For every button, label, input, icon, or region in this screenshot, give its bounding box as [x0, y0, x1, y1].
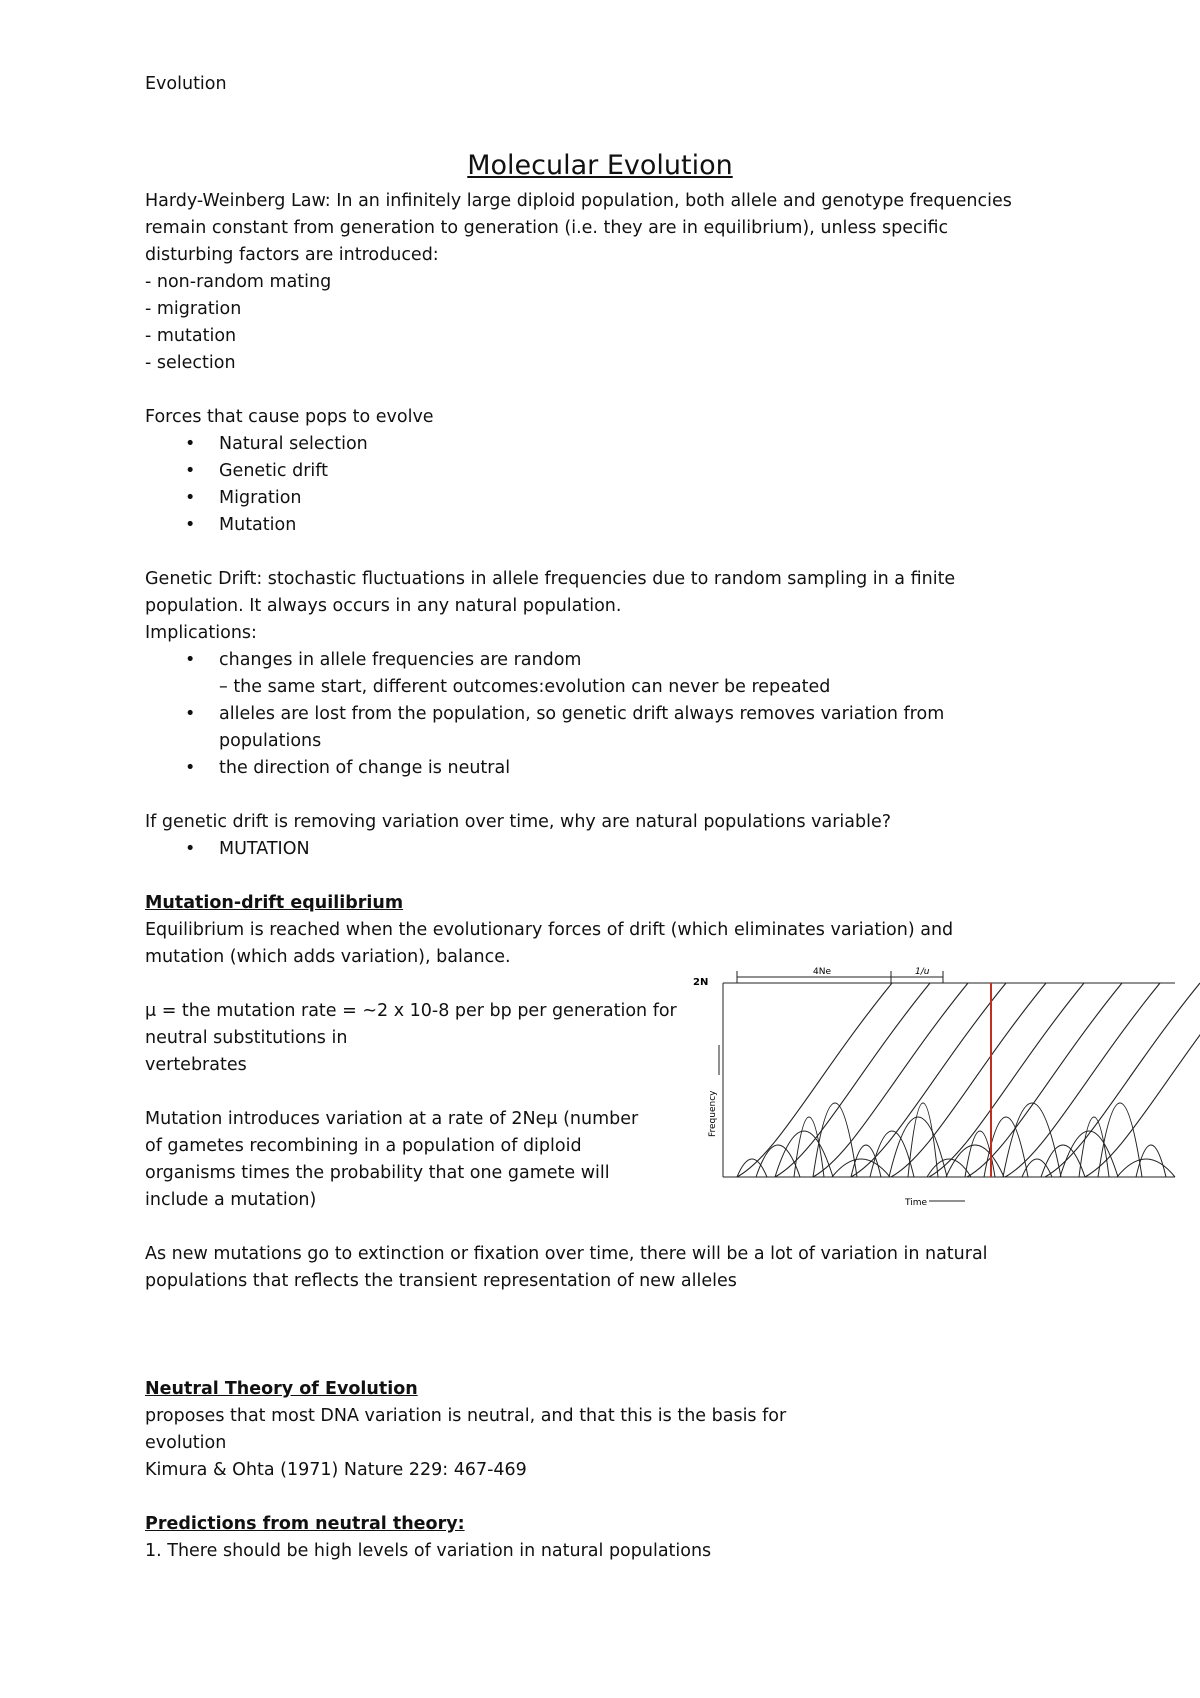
- hw-line: remain constant from generation to generation (i.e. they are in equilibrium), unless specific: [145, 218, 949, 238]
- extinction-curve: [908, 1103, 938, 1177]
- extinction-curve: [1079, 1117, 1109, 1177]
- fixation-curve: [813, 983, 968, 1177]
- y-top-label: 2N: [693, 977, 709, 988]
- y-axis-label: Frequency: [708, 1090, 718, 1137]
- mde-line: mutation (which adds variation), balance.: [145, 947, 511, 967]
- intro-line: organisms times the probability that one gamete will: [145, 1163, 610, 1183]
- drift-line: Genetic Drift: stochastic fluctuations in allele frequencies due to random sampling in a finite: [145, 569, 956, 589]
- fixation-curve: [929, 983, 1084, 1177]
- fixation-curve: [737, 983, 892, 1177]
- span-label-1: 4Ne: [813, 967, 831, 977]
- neutral-heading: Neutral Theory of Evolution: [145, 1379, 418, 1399]
- intro-line: include a mutation): [145, 1190, 317, 1210]
- mde-line: Equilibrium is reached when the evolutionary forces of drift (which eliminates variation) and: [145, 920, 954, 940]
- extinction-curve: [813, 1103, 857, 1177]
- predictions-heading: Predictions from neutral theory:: [145, 1514, 465, 1534]
- forces-heading: Forces that cause pops to evolve: [145, 407, 434, 427]
- mu-line: vertebrates: [145, 1055, 247, 1075]
- mu-line: neutral substitutions in: [145, 1028, 348, 1048]
- intro-line: of gametes recombining in a population of diploid: [145, 1136, 582, 1156]
- extinction-curve: [1041, 1145, 1085, 1177]
- extinction-line: populations that reflects the transient representation of new alleles: [145, 1271, 737, 1291]
- fixation-curve: [1045, 983, 1200, 1177]
- neutral-line: evolution: [145, 1433, 227, 1453]
- extinction-curve: [756, 1145, 800, 1177]
- fixation-curve: [891, 983, 1046, 1177]
- extinction-curve: [889, 1117, 947, 1177]
- hw-factor: - migration: [145, 299, 242, 319]
- page-title: Molecular Evolution: [467, 150, 733, 181]
- hw-line: disturbing factors are introduced:: [145, 245, 439, 265]
- neutral-line: proposes that most DNA variation is neutral, and that this is the basis for: [145, 1406, 787, 1426]
- fixation-curve: [1085, 983, 1200, 1177]
- fixation-curve: [851, 983, 1006, 1177]
- neutral-line: Kimura & Ohta (1971) Nature 229: 467-469: [145, 1460, 527, 1480]
- span-label-2: 1/u: [915, 967, 930, 977]
- question-text: If genetic drift is removing variation over time, why are natural populations variable?: [145, 812, 892, 832]
- hw-factor: - non-random mating: [145, 272, 332, 292]
- extinction-curve: [1098, 1103, 1142, 1177]
- mde-heading: Mutation-drift equilibrium: [145, 893, 404, 913]
- extinction-line: As new mutations go to extinction or fixation over time, there will be a lot of variation in natural: [145, 1244, 988, 1264]
- extinction-curve: [775, 1131, 833, 1177]
- prediction-item: 1. There should be high levels of variation in natural populations: [145, 1541, 712, 1561]
- mu-line: μ = the mutation rate = ~2 x 10-8 per bp per generation for: [145, 1001, 677, 1021]
- implications-label: Implications:: [145, 623, 257, 643]
- extinction-curve: [1117, 1159, 1175, 1177]
- page-header: Evolution: [145, 74, 227, 94]
- hw-factor: - selection: [145, 353, 236, 373]
- figure-lines: [719, 971, 1200, 1201]
- hw-line: Hardy-Weinberg Law: In an infinitely large diploid population, both allele and genotype frequencies: [145, 191, 1012, 211]
- mutation-drift-figure: [693, 965, 1175, 1208]
- hw-factor: - mutation: [145, 326, 237, 346]
- drift-line: population. It always occurs in any natural population.: [145, 596, 622, 616]
- extinction-curve: [851, 1145, 881, 1177]
- extinction-curve: [1136, 1145, 1166, 1177]
- extinction-curve: [832, 1159, 890, 1177]
- extinction-curve: [1060, 1131, 1118, 1177]
- intro-line: Mutation introduces variation at a rate of 2Neμ (number: [145, 1109, 639, 1129]
- extinction-curve: [1003, 1103, 1061, 1177]
- x-axis-label: Time: [905, 1198, 928, 1208]
